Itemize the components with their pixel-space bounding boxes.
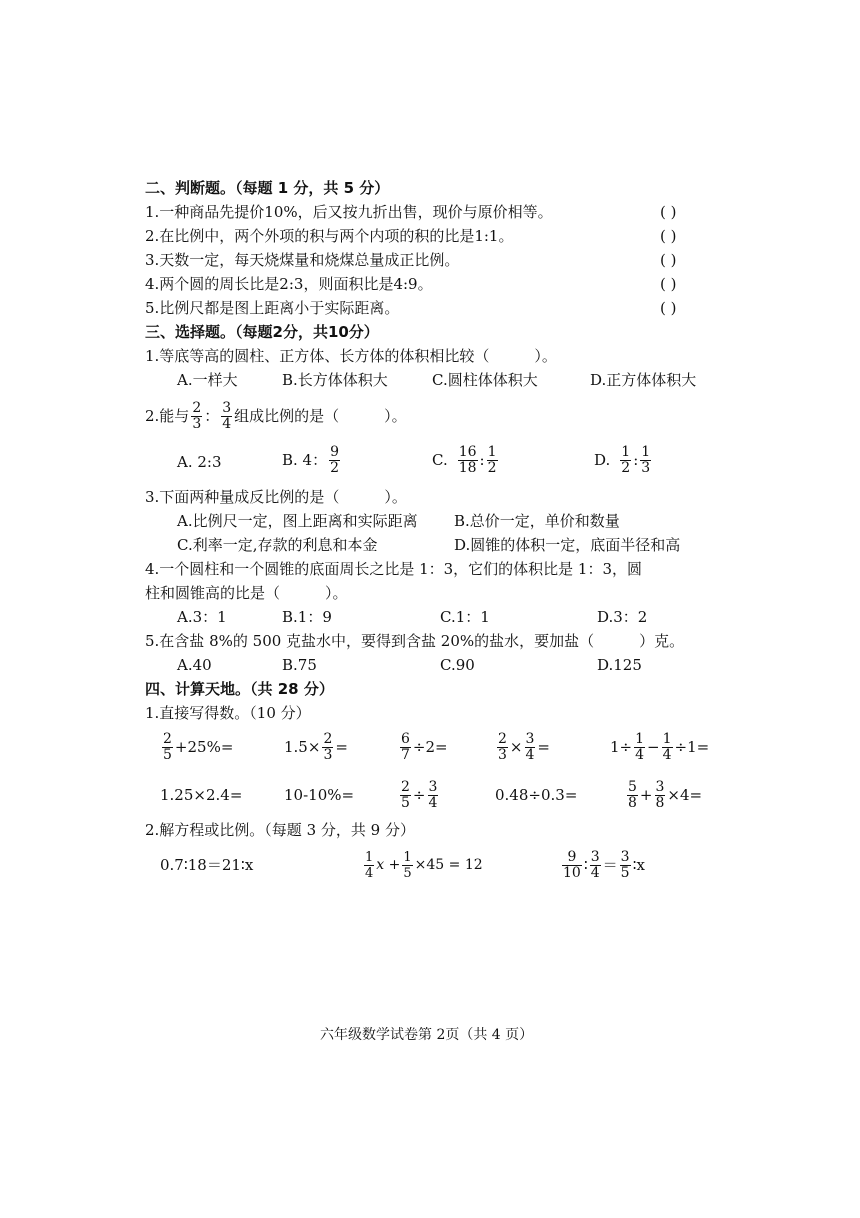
calc-r2-e2: 10-10%= xyxy=(284,786,355,804)
denominator: 5 xyxy=(163,746,172,763)
expr-part: x + xyxy=(376,857,401,873)
fraction xyxy=(497,732,508,763)
choice-q4-option-d[interactable]: D.3：2 xyxy=(597,608,648,626)
numerator: 6 xyxy=(401,730,410,747)
choice-q5-option-a[interactable]: A.40 xyxy=(177,656,212,674)
q2-fraction-2 xyxy=(221,401,232,432)
equals-sign: ＝ xyxy=(602,856,618,874)
fraction xyxy=(322,732,333,763)
choice-q2-option-d[interactable] xyxy=(594,438,653,482)
equation-title: 2.解方程或比例。（每题 3 分，共 9 分） xyxy=(145,821,415,839)
ratio-colon: : xyxy=(633,451,639,469)
judge-answer-4[interactable]: ( ) xyxy=(660,275,677,293)
numerator: 2 xyxy=(323,730,333,747)
numerator: 9 xyxy=(562,850,582,866)
numerator: 3 xyxy=(525,730,535,747)
judge-answer-1[interactable]: ( ) xyxy=(660,203,677,221)
judge-item-1: 1.一种商品先提价10%，后又按九折出售，现价与原价相等。 xyxy=(145,203,553,221)
denominator: 4 xyxy=(525,746,535,763)
denominator: 7 xyxy=(401,746,410,763)
denominator: 8 xyxy=(655,794,665,811)
numerator: 3 xyxy=(655,778,665,795)
denominator: 4 xyxy=(590,864,600,881)
denominator: 4 xyxy=(222,415,232,432)
choice-q1-option-a[interactable]: A.一样大 xyxy=(177,371,238,389)
section4-title: 四、计算天地。（共 28 分） xyxy=(145,680,334,698)
denominator: 2 xyxy=(621,459,631,476)
numerator: 3 xyxy=(590,848,600,865)
fraction xyxy=(329,445,340,476)
numerator: 3 xyxy=(620,848,630,865)
choice-q3-stem: 3.下面两种量成反比例的是（ ）。 xyxy=(145,488,407,506)
fraction xyxy=(662,732,673,763)
expr-tail: ×45 = 12 xyxy=(414,857,483,873)
numerator: 2 xyxy=(498,730,507,747)
choice-q1-option-c[interactable]: C.圆柱体体积大 xyxy=(432,371,538,389)
equation-3 xyxy=(560,843,645,887)
fraction xyxy=(487,445,498,476)
ratio-colon: ： xyxy=(204,407,220,425)
numerator: 2 xyxy=(163,730,172,747)
expr-tail: +25%= xyxy=(174,738,234,756)
numerator: 1 xyxy=(487,443,497,460)
calc-r2-e4: 0.48÷0.3= xyxy=(495,786,578,804)
choice-q2-option-c[interactable] xyxy=(432,438,500,482)
equation-2 xyxy=(362,843,483,887)
option-label: C. xyxy=(432,451,448,469)
choice-q1-option-d[interactable]: D.正方体体积大 xyxy=(590,371,697,389)
numerator: 1 xyxy=(641,443,651,460)
fraction xyxy=(400,732,411,763)
fraction xyxy=(620,850,631,881)
numerator: 3 xyxy=(428,778,438,795)
q2-suffix: 组成比例的是（ ）。 xyxy=(234,407,407,425)
numerator: 1 xyxy=(403,849,412,865)
choice-q2-option-b[interactable] xyxy=(282,438,342,482)
numerator: 3 xyxy=(222,399,232,416)
numerator: 2 xyxy=(401,778,410,795)
denominator: 3 xyxy=(323,746,333,763)
expr-head: 1.5× xyxy=(284,738,321,756)
choice-q3-option-a[interactable]: A.比例尺一定，图上距离和实际距离 xyxy=(177,512,418,530)
fraction xyxy=(364,850,374,881)
denominator: 10 xyxy=(563,864,581,881)
choice-q4-option-a[interactable]: A.3：1 xyxy=(177,608,227,626)
fraction xyxy=(162,732,173,763)
numerator: 1 xyxy=(662,730,672,747)
denominator: 5 xyxy=(401,794,410,811)
calc-r1-e2 xyxy=(284,725,348,769)
numerator: 1 xyxy=(635,730,645,747)
operator: × xyxy=(509,738,523,756)
expr-tail: = xyxy=(335,738,348,756)
expr-tail: ×4= xyxy=(667,786,703,804)
calc-r1-e1 xyxy=(160,725,233,769)
fraction xyxy=(400,780,411,811)
denominator: 18 xyxy=(458,459,477,476)
numerator: 2 xyxy=(192,399,202,416)
fraction xyxy=(640,445,651,476)
operator: ÷ xyxy=(412,786,426,804)
option-label: D. xyxy=(594,451,611,469)
fraction xyxy=(634,732,645,763)
judge-answer-2[interactable]: ( ) xyxy=(660,227,677,245)
choice-q5-stem: 5.在含盐 8%的 500 克盐水中，要得到含盐 20%的盐水，要加盐（ ）克。 xyxy=(145,632,685,650)
option-label: B. 4： xyxy=(282,451,328,469)
numerator: 1 xyxy=(365,849,374,865)
numerator: 1 xyxy=(621,443,631,460)
denominator: 4 xyxy=(428,794,438,811)
fraction xyxy=(458,445,478,476)
choice-q2-stem xyxy=(145,394,407,438)
denominator: 5 xyxy=(403,865,412,881)
page-footer: 六年级数学试卷第 2页（共 4 页） xyxy=(320,1027,534,1043)
denominator: 4 xyxy=(662,746,672,763)
denominator: 8 xyxy=(628,794,637,811)
denominator: 3 xyxy=(192,415,202,432)
choice-q3-option-c[interactable]: C.利率一定,存款的利息和本金 xyxy=(177,536,378,554)
fraction xyxy=(655,780,666,811)
ratio-colon: ∶ xyxy=(583,856,588,874)
operator: − xyxy=(647,738,660,756)
q2-prefix: 2.能与 xyxy=(145,407,190,425)
denominator: 2 xyxy=(330,459,340,476)
choice-q4-stem-line2: 柱和圆锥高的比是（ ）。 xyxy=(145,584,348,602)
expr-tail: = xyxy=(537,738,550,756)
judge-item-3: 3.天数一定，每天烧煤量和烧煤总量成正比例。 xyxy=(145,251,460,269)
calc-r1-e3 xyxy=(398,725,448,769)
choice-q3-option-b[interactable]: B.总价一定，单价和数量 xyxy=(454,512,620,530)
calc-r2-e3 xyxy=(398,773,440,817)
choice-q5-option-b[interactable]: B.75 xyxy=(282,656,317,674)
judge-answer-5[interactable]: ( ) xyxy=(660,299,677,317)
calc-r2-e1: 1.25×2.4= xyxy=(160,786,243,804)
choice-q3-option-d[interactable]: D.圆锥的体积一定，底面半径和高 xyxy=(454,536,681,554)
fraction xyxy=(627,780,638,811)
choice-q5-option-d[interactable]: D.125 xyxy=(597,656,642,674)
numerator: 5 xyxy=(628,778,637,795)
expr-tail: ÷2= xyxy=(412,738,448,756)
judge-item-4: 4.两个圆的周长比是2:3，则面积比是4:9。 xyxy=(145,275,433,293)
denominator: 3 xyxy=(498,746,507,763)
judge-item-5: 5.比例尺都是图上距离小于实际距离。 xyxy=(145,299,400,317)
section2-title: 二、判断题。（每题 1 分，共 5 分） xyxy=(145,179,390,197)
operator: + xyxy=(639,786,653,804)
choice-q4-stem-line1: 4.一个圆柱和一个圆锥的底面周长之比是 1：3，它们的体积比是 1：3，圆 xyxy=(145,560,643,578)
fraction xyxy=(562,850,582,881)
expr-head: 1÷ xyxy=(610,738,633,756)
denominator: 4 xyxy=(635,746,645,763)
choice-q1-option-b[interactable]: B.长方体体积大 xyxy=(282,371,388,389)
choice-q1-stem: 1.等底等高的圆柱、正方体、长方体的体积相比较（ ）。 xyxy=(145,347,557,365)
choice-q5-option-c[interactable]: C.90 xyxy=(440,656,475,674)
numerator: 16 xyxy=(458,443,477,460)
fraction xyxy=(428,780,439,811)
direct-calc-title: 1.直接写得数。（10 分） xyxy=(145,704,311,722)
expr-tail: ∶x xyxy=(632,856,645,874)
calc-r1-e4 xyxy=(495,725,550,769)
denominator: 2 xyxy=(487,459,497,476)
fraction xyxy=(402,850,412,881)
choice-q4-option-b[interactable]: B.1：9 xyxy=(282,608,332,626)
q2-fraction-1 xyxy=(191,401,202,432)
choice-q4-option-c[interactable]: C.1：1 xyxy=(440,608,490,626)
fraction xyxy=(620,445,631,476)
equation-1: 0.7∶18＝21∶x xyxy=(160,856,254,874)
choice-q2-option-a[interactable]: A. 2:3 xyxy=(177,453,222,471)
fraction xyxy=(590,850,601,881)
expr-tail: ÷1= xyxy=(674,738,710,756)
ratio-colon: : xyxy=(479,451,485,469)
judge-answer-3[interactable]: ( ) xyxy=(660,251,677,269)
calc-r2-e5 xyxy=(625,773,702,817)
denominator: 3 xyxy=(641,459,651,476)
section3-title: 三、选择题。（每题2分，共10分） xyxy=(145,323,379,341)
calc-r1-e5 xyxy=(610,725,709,769)
denominator: 5 xyxy=(620,864,630,881)
numerator: 9 xyxy=(330,443,340,460)
judge-item-2: 2.在比例中，两个外项的积与两个内项的积的比是1:1。 xyxy=(145,227,514,245)
denominator: 4 xyxy=(365,865,374,881)
fraction xyxy=(525,732,536,763)
